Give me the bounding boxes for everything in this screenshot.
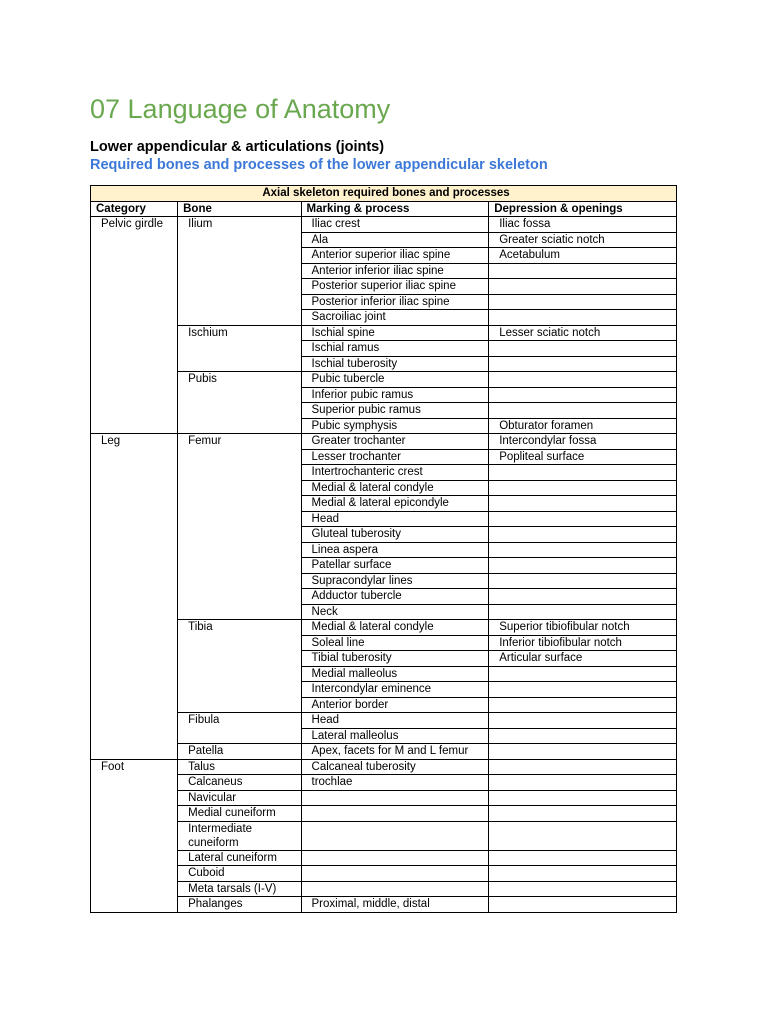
table-row	[91, 217, 677, 233]
marking-cell: Neck	[301, 604, 489, 620]
depression-cell	[489, 263, 677, 279]
depression-cell: Lesser sciatic notch	[489, 325, 677, 341]
depression-cell	[489, 897, 677, 913]
bone-cell: Navicular	[178, 790, 301, 806]
depression-cell	[489, 806, 677, 822]
table-caption: Axial skeleton required bones and processes	[91, 186, 677, 202]
marking-cell: Lesser trochanter	[301, 449, 489, 465]
depression-cell	[489, 310, 677, 326]
marking-cell: trochlae	[301, 775, 489, 791]
table-row	[91, 790, 677, 806]
table-row	[91, 759, 677, 775]
marking-cell: Ischial ramus	[301, 341, 489, 357]
marking-cell: Greater trochanter	[301, 434, 489, 450]
depression-cell: Articular surface	[489, 651, 677, 667]
depression-cell	[489, 682, 677, 698]
marking-cell: Anterior border	[301, 697, 489, 713]
depression-cell: Iliac fossa	[489, 217, 677, 233]
table-row	[91, 325, 677, 341]
marking-cell: Adductor tubercle	[301, 589, 489, 605]
depression-cell	[489, 744, 677, 760]
marking-cell: Tibial tuberosity	[301, 651, 489, 667]
depression-cell	[489, 294, 677, 310]
marking-cell: Superior pubic ramus	[301, 403, 489, 419]
depression-cell	[489, 511, 677, 527]
depression-cell: Popliteal surface	[489, 449, 677, 465]
depression-cell	[489, 713, 677, 729]
table-row	[91, 866, 677, 882]
bone-cell: Calcaneus	[178, 775, 301, 791]
category-cell: Leg	[91, 434, 178, 760]
table-row	[91, 372, 677, 388]
table-row	[91, 897, 677, 913]
bone-cell: Tibia	[178, 620, 301, 713]
section-heading: Required bones and processes of the lower appendicular skeleton	[90, 157, 548, 173]
marking-cell: Gluteal tuberosity	[301, 527, 489, 543]
marking-cell: Medial & lateral condyle	[301, 620, 489, 636]
marking-cell	[301, 821, 489, 850]
depression-cell	[489, 372, 677, 388]
marking-cell: Posterior inferior iliac spine	[301, 294, 489, 310]
marking-cell: Intertrochanteric crest	[301, 465, 489, 481]
category-cell: Pelvic girdle	[91, 217, 178, 434]
document-title: 07 Language of Anatomy	[90, 94, 391, 124]
marking-cell: Ischial tuberosity	[301, 356, 489, 372]
document-subtitle: Lower appendicular & articulations (joints)	[90, 139, 385, 155]
marking-cell: Medial & lateral condyle	[301, 480, 489, 496]
marking-cell: Lateral malleolus	[301, 728, 489, 744]
bone-cell: Ilium	[178, 217, 301, 326]
table-header-row	[91, 201, 677, 217]
marking-cell: Calcaneal tuberosity	[301, 759, 489, 775]
bone-cell: Intermediate cuneiform	[178, 821, 301, 850]
table-row	[91, 821, 677, 850]
marking-cell: Ischial spine	[301, 325, 489, 341]
depression-cell: Superior tibiofibular notch	[489, 620, 677, 636]
depression-cell	[489, 573, 677, 589]
marking-cell	[301, 866, 489, 882]
marking-cell: Sacroiliac joint	[301, 310, 489, 326]
marking-cell: Patellar surface	[301, 558, 489, 574]
marking-cell: Iliac crest	[301, 217, 489, 233]
marking-cell: Soleal line	[301, 635, 489, 651]
depression-cell	[489, 527, 677, 543]
marking-cell	[301, 881, 489, 897]
depression-cell	[489, 697, 677, 713]
bone-cell: Ischium	[178, 325, 301, 372]
depression-cell	[489, 496, 677, 512]
depression-cell	[489, 356, 677, 372]
marking-cell: Linea aspera	[301, 542, 489, 558]
marking-cell	[301, 850, 489, 866]
depression-cell: Inferior tibiofibular notch	[489, 635, 677, 651]
depression-cell	[489, 759, 677, 775]
marking-cell: Anterior superior iliac spine	[301, 248, 489, 264]
depression-cell	[489, 480, 677, 496]
marking-cell: Head	[301, 511, 489, 527]
marking-cell	[301, 806, 489, 822]
table-caption-row	[91, 186, 677, 202]
column-header-depression: Depression & openings	[489, 201, 677, 217]
depression-cell	[489, 850, 677, 866]
marking-cell: Proximal, middle, distal	[301, 897, 489, 913]
marking-cell: Posterior superior iliac spine	[301, 279, 489, 295]
depression-cell	[489, 279, 677, 295]
bone-cell: Lateral cuneiform	[178, 850, 301, 866]
depression-cell	[489, 542, 677, 558]
bone-cell: Patella	[178, 744, 301, 760]
bone-cell: Medial cuneiform	[178, 806, 301, 822]
depression-cell	[489, 604, 677, 620]
table-row	[91, 775, 677, 791]
bones-table	[90, 185, 677, 913]
marking-cell: Pubic tubercle	[301, 372, 489, 388]
depression-cell	[489, 775, 677, 791]
marking-cell: Ala	[301, 232, 489, 248]
depression-cell	[489, 866, 677, 882]
depression-cell	[489, 465, 677, 481]
depression-cell	[489, 881, 677, 897]
bone-cell: Phalanges	[178, 897, 301, 913]
column-header-category: Category	[91, 201, 178, 217]
depression-cell: Intercondylar fossa	[489, 434, 677, 450]
marking-cell: Inferior pubic ramus	[301, 387, 489, 403]
bone-cell: Fibula	[178, 713, 301, 744]
marking-cell: Intercondylar eminence	[301, 682, 489, 698]
depression-cell	[489, 821, 677, 850]
depression-cell	[489, 558, 677, 574]
depression-cell	[489, 666, 677, 682]
marking-cell: Pubic symphysis	[301, 418, 489, 434]
table-row	[91, 806, 677, 822]
table-row	[91, 881, 677, 897]
depression-cell: Acetabulum	[489, 248, 677, 264]
depression-cell	[489, 341, 677, 357]
depression-cell	[489, 728, 677, 744]
marking-cell	[301, 790, 489, 806]
depression-cell	[489, 790, 677, 806]
depression-cell	[489, 589, 677, 605]
marking-cell: Medial malleolus	[301, 666, 489, 682]
table-row	[91, 434, 677, 450]
table-row	[91, 713, 677, 729]
marking-cell: Medial & lateral epicondyle	[301, 496, 489, 512]
bone-cell: Meta tarsals (I-V)	[178, 881, 301, 897]
table-row	[91, 744, 677, 760]
depression-cell	[489, 403, 677, 419]
marking-cell: Supracondylar lines	[301, 573, 489, 589]
bone-cell: Femur	[178, 434, 301, 620]
table-row	[91, 620, 677, 636]
category-cell: Foot	[91, 759, 178, 912]
bone-cell: Talus	[178, 759, 301, 775]
depression-cell: Obturator foramen	[489, 418, 677, 434]
table-body	[91, 217, 677, 913]
bone-cell: Pubis	[178, 372, 301, 434]
depression-cell: Greater sciatic notch	[489, 232, 677, 248]
table-row	[91, 850, 677, 866]
marking-cell: Anterior inferior iliac spine	[301, 263, 489, 279]
marking-cell: Head	[301, 713, 489, 729]
column-header-bone: Bone	[178, 201, 301, 217]
depression-cell	[489, 387, 677, 403]
column-header-marking: Marking & process	[301, 201, 489, 217]
marking-cell: Apex, facets for M and L femur	[301, 744, 489, 760]
bone-cell: Cuboid	[178, 866, 301, 882]
